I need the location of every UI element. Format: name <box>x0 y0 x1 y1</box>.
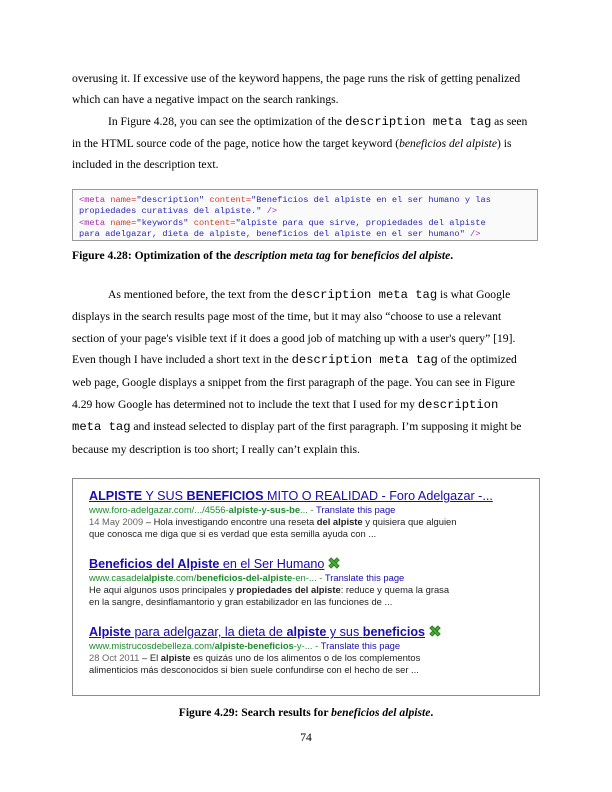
search-results-screenshot <box>72 478 540 696</box>
p3-code-4: meta tag <box>72 420 131 435</box>
result-3-translate-link[interactable]: Translate this page <box>320 640 401 651</box>
paragraph-1 <box>72 68 540 110</box>
result-1-url: www.foro-adelgazar.com/.../4556-alpiste-y-sus-be... - Translate this page <box>89 504 396 515</box>
plus-one-icon[interactable] <box>429 625 441 637</box>
result-3-snippet-line-1: 28 Oct 2011 – El alpiste es quizás uno de los alimentos o de los complementos <box>89 652 421 663</box>
p3-code-1: description meta tag <box>290 287 438 302</box>
p1-line1: overusing it. If excessive use of the keyword happens, the page runs the risk of getting penalized <box>72 72 521 85</box>
result-2-url: www.casadelalpiste.com/beneficios-del-alpiste-en-... - Translate this page <box>89 572 405 583</box>
figure-4-28-caption: Figure 4.28: Optimization of the description meta tag for beneficios del alpiste. <box>72 249 454 262</box>
result-1-snippet-line-2: que conosca me diga que si es verdad que esta semilla ayuda con ... <box>89 528 377 539</box>
result-2-title-link[interactable]: Beneficios del Alpiste en el Ser Humano <box>89 557 529 572</box>
result-3-title-link[interactable]: Alpiste para adelgazar, la dieta de alpiste y sus beneficios <box>89 625 529 640</box>
paragraph-2 <box>72 111 540 176</box>
p2-line3: included in the description text. <box>72 158 219 172</box>
result-1-title-link[interactable]: ALPISTE Y SUS BENEFICIOS MITO O REALIDAD - Foro Adelgazar -... <box>89 489 493 503</box>
result-2-translate-link[interactable]: Translate this page <box>324 572 405 583</box>
p2-text-c: ) is <box>496 137 512 151</box>
html-source-code-box <box>72 189 538 241</box>
code-line-1: <meta name="description" content="Beneficios del alpiste en el ser humano y las <box>79 195 491 205</box>
result-2-snippet-line-2: en la sangre, desinflamantorio y gran estabilizador en las funciones de ... <box>89 596 393 607</box>
figure-4-29-caption: Figure 4.29: Search results for beneficios del alpiste. <box>178 706 434 719</box>
p2-text-b: as seen <box>491 115 528 128</box>
result-1-snippet-line-1: 14 May 2009 – Hola investigando encontre una reseta del alpiste y quisiera que alguien <box>89 516 457 527</box>
search-result-2 <box>89 557 529 608</box>
p2-keyword: beneficios del alpiste <box>399 137 497 151</box>
code-line-4: para adelgazar, dieta de alpiste, beneficios del alpiste en el ser humano" /> <box>79 229 481 240</box>
result-3-url: www.mistrucosdebelleza.com/alpiste-beneficios-y-... - Translate this page <box>89 640 401 651</box>
search-result-3 <box>89 625 529 676</box>
search-result-1 <box>89 489 529 540</box>
plus-one-icon[interactable] <box>328 557 340 569</box>
p2-line2: in the HTML source code of the page, notice how the target keyword ( <box>72 137 400 151</box>
p3-code-3: description <box>417 397 499 412</box>
result-3-snippet-line-2: alimenticios más desconocidos si bien suele confundirse con el hecho de ser ... <box>89 664 419 675</box>
p3-code-2: description meta tag <box>291 353 438 368</box>
paragraph-3: As mentioned before, the text from the description meta tag is what Google displays in the search results page most of the time, but it may also “choose to use a relevant section of your page's visible text if it does a good job of matching up with a user's query” [19]. Even though I have included a short text in the description meta tag of the optimized web page, Google displays a snippet from the first paragraph of the page. You can see in Figure 4.29 how Google has determined not to include the text that I used for my description meta tag and instead selected to display part of the first paragraph. I’m supposing it might be because my description is too short; I really can’t explain this. <box>72 287 522 456</box>
p1-line2: which can have a negative impact on the search rankings. <box>72 93 339 107</box>
result-2-snippet-line-1: He aqui algunos usos principales y propiedades del alpiste: reduce y quema la grasa <box>89 584 450 595</box>
code-line-2: propiedades curativas del alpiste." /> <box>79 206 278 217</box>
p2-text-a: In Figure 4.28, you can see the optimization of the <box>108 115 345 128</box>
result-1-translate-link[interactable]: Translate this page <box>316 504 396 515</box>
code-line-3: <meta name="keywords" content="alpiste para que sirve, propiedades del alpiste <box>79 217 486 228</box>
page-number: 74 <box>300 731 312 744</box>
p2-code-description-meta-tag: description meta tag <box>344 115 492 129</box>
